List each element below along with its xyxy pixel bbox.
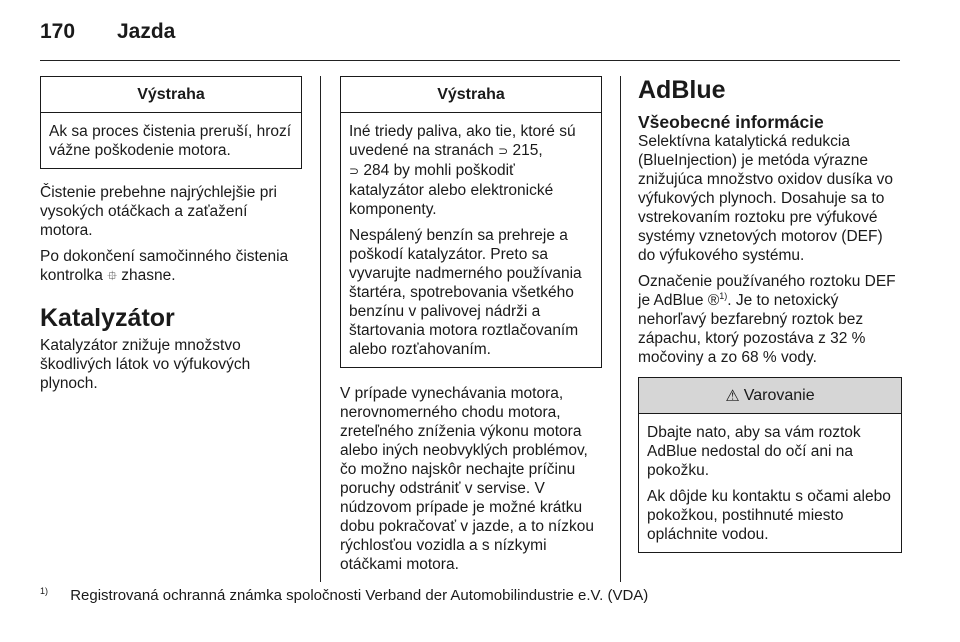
column-1 bbox=[40, 76, 302, 400]
sub-heading: Všeobecné informácie bbox=[638, 112, 824, 132]
footnote-mark: 1) bbox=[40, 586, 49, 596]
text: Iné triedy paliva, ako tie, ktoré sú uvedené na stranách bbox=[349, 123, 576, 159]
caution-text: Dbajte nato, aby sa vám roztok AdBlue nedostal do očí ani na pokožku. bbox=[647, 424, 861, 479]
warning-box bbox=[40, 76, 302, 169]
column-2 bbox=[340, 76, 602, 581]
paragraph: V prípade vynechávania motora, nerovnomerného chodu motora, zreteľného zníženia výkonu motora alebo iných neobvyklých problémov, čo možno najskôr nechajte príčinu poruchy odstrániť v servise. V núdzovom prípade je možné krátku dobu pokračovať v jazde, a to nízkou rýchlosťou vozidla a s nízkymi otáčkami motora. bbox=[340, 385, 594, 573]
warning-box bbox=[340, 76, 602, 368]
column-divider bbox=[320, 76, 321, 582]
column-3 bbox=[638, 76, 902, 553]
page-link[interactable]: 284 bbox=[363, 162, 390, 179]
warning-lamp-icon: ⯐ bbox=[107, 269, 117, 284]
page-link[interactable]: 215, bbox=[512, 142, 543, 159]
footnote-text: Registrovaná ochranná známka spoločnosti Verband der Automobilindustrie e.V. (VDA) bbox=[70, 587, 649, 604]
paragraph: Selektívna katalytická redukcia (BlueInjection) je metóda výrazne znižujúca množstvo oxidov dusíka vo výfukových plynoch. Dosahuje sa to vstrekovaním roztoku pre výfukové systémy vznetových motorov (DEF) do výfukového systému. bbox=[638, 133, 894, 264]
warning-text: Ak sa proces čistenia preruší, hrozí vážne poškodenie motora. bbox=[49, 123, 292, 159]
footnote bbox=[40, 586, 648, 604]
column-divider bbox=[620, 76, 621, 582]
warning-text: Nespálený benzín sa prehreje a poškodí katalyzátor. Preto sa vyvarujte nadmerného používania štartéra, spotrebovania všetkého benzínu v palivovej nádrži a štartovania motora roztlačovaním alebo rozťahovaním. bbox=[349, 227, 582, 358]
paragraph bbox=[638, 272, 902, 367]
warning-text bbox=[349, 122, 593, 219]
paragraph: Čistenie prebehne najrýchlejšie pri vysokých otáčkach a zaťažení motora. bbox=[40, 184, 277, 239]
text: Označenie používaného roztoku DEF je AdBlue bbox=[638, 273, 896, 309]
caution-title bbox=[639, 378, 901, 414]
caution-title-text: Varovanie bbox=[743, 387, 815, 404]
warning-title: Výstraha bbox=[41, 77, 301, 113]
footnote-ref: 1) bbox=[719, 290, 728, 301]
running-head: Jazda bbox=[117, 20, 176, 43]
text: Po dokončení samočinného čistenia kontrolka bbox=[40, 248, 289, 284]
text: . Je to netoxický nehorľavý bezfarebný roztok bez zápachu, ktorý pozostáva z 32 % močoviny a zo 68 % vody. bbox=[638, 292, 866, 366]
paragraph bbox=[40, 247, 302, 286]
warning-title: Výstraha bbox=[341, 77, 601, 113]
page-number: 170 bbox=[40, 20, 76, 43]
page-ref-arrow-icon: ⊃ bbox=[498, 144, 509, 158]
section-heading: Katalyzátor bbox=[40, 304, 175, 332]
warning-triangle-icon: ⚠ bbox=[725, 386, 740, 405]
paragraph: Katalyzátor znižuje množstvo škodlivých látok vo výfukových plynoch. bbox=[40, 337, 251, 392]
page-ref-arrow-icon: ⊃ bbox=[349, 164, 360, 178]
caution-text: Ak dôjde ku kontaktu s očami alebo pokožkou, postihnuté miesto opláchnite vodou. bbox=[647, 488, 891, 543]
caution-box bbox=[638, 377, 902, 553]
registered-mark: ® bbox=[707, 292, 720, 309]
text: by mohli poškodiť katalyzátor alebo elektronické komponenty. bbox=[349, 162, 554, 218]
section-heading: AdBlue bbox=[638, 76, 726, 104]
header-rule bbox=[40, 60, 900, 61]
text: zhasne. bbox=[121, 267, 176, 284]
